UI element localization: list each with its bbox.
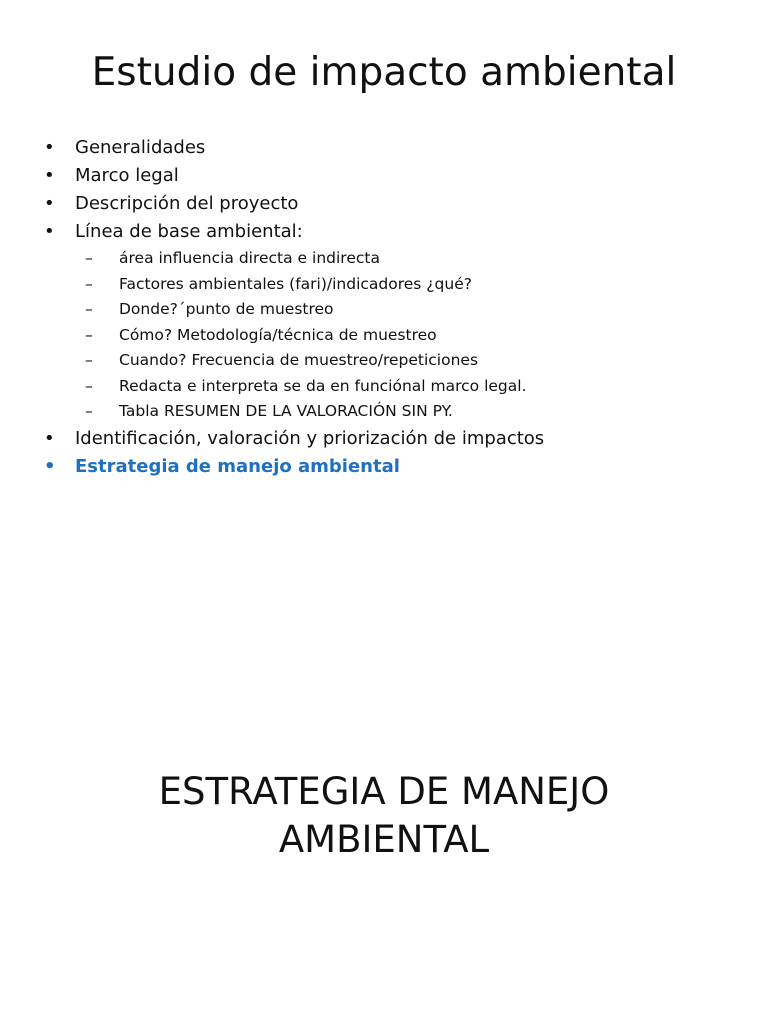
sub-item-text: Factores ambientales (fari)/indicadores ¿qué?	[119, 274, 472, 293]
bullet-text: Línea de base ambiental:	[75, 221, 303, 242]
sub-item	[85, 272, 744, 298]
bullet-marker: •	[44, 165, 55, 186]
sub-marker: –	[85, 249, 93, 267]
sub-item	[85, 348, 744, 374]
sub-item-text: Tabla RESUMEN DE LA VALORACIÓN SIN PY.	[119, 402, 453, 420]
sub-list	[85, 246, 744, 425]
bullet-text: Marco legal	[75, 165, 179, 186]
sub-item	[85, 374, 744, 400]
sub-item	[85, 399, 744, 425]
bullet-list	[44, 134, 744, 481]
bullet-item-estrategia	[44, 453, 744, 481]
bullet-marker: •	[44, 137, 55, 158]
sub-marker: –	[85, 325, 93, 344]
bullet-text: Estrategia de manejo ambiental	[75, 455, 400, 477]
section-title	[0, 768, 768, 864]
bullet-item-generalidades	[44, 134, 744, 162]
bullet-item-linea-base	[44, 218, 744, 425]
section-title-line-1: ESTRATEGIA DE MANEJO	[158, 770, 610, 813]
sub-item	[85, 246, 744, 272]
section-title-line-2: AMBIENTAL	[278, 818, 490, 861]
bullet-marker: •	[44, 455, 56, 477]
sub-item-text: Redacta e interpreta se da en funciónal marco legal.	[119, 376, 527, 395]
sub-item-text: Donde?´punto de muestreo	[119, 300, 334, 318]
bullet-item-descripcion	[44, 190, 744, 218]
sub-item-text: Cómo? Metodología/técnica de muestreo	[119, 325, 437, 344]
sub-marker: –	[85, 351, 93, 369]
bullet-item-marco-legal	[44, 162, 744, 190]
sub-marker: –	[85, 300, 93, 318]
sub-item	[85, 323, 744, 349]
sub-item-text: Cuando? Frecuencia de muestreo/repeticiones	[119, 351, 479, 369]
sub-item-text: área influencia directa e indirecta	[119, 249, 380, 267]
bullet-text: Descripción del proyecto	[75, 193, 299, 214]
bullet-text: Identificación, valoración y priorización de impactos	[75, 427, 545, 449]
bullet-marker: •	[44, 427, 55, 449]
bullet-item-identificacion	[44, 425, 744, 453]
bullet-text: Generalidades	[75, 137, 206, 158]
sub-item	[85, 297, 744, 323]
bullet-marker: •	[44, 221, 55, 242]
sub-marker: –	[85, 376, 93, 395]
sub-marker: –	[85, 274, 93, 293]
sub-marker: –	[85, 402, 93, 420]
bullet-marker: •	[44, 193, 55, 214]
slide-title: Estudio de impacto ambiental	[91, 50, 677, 95]
